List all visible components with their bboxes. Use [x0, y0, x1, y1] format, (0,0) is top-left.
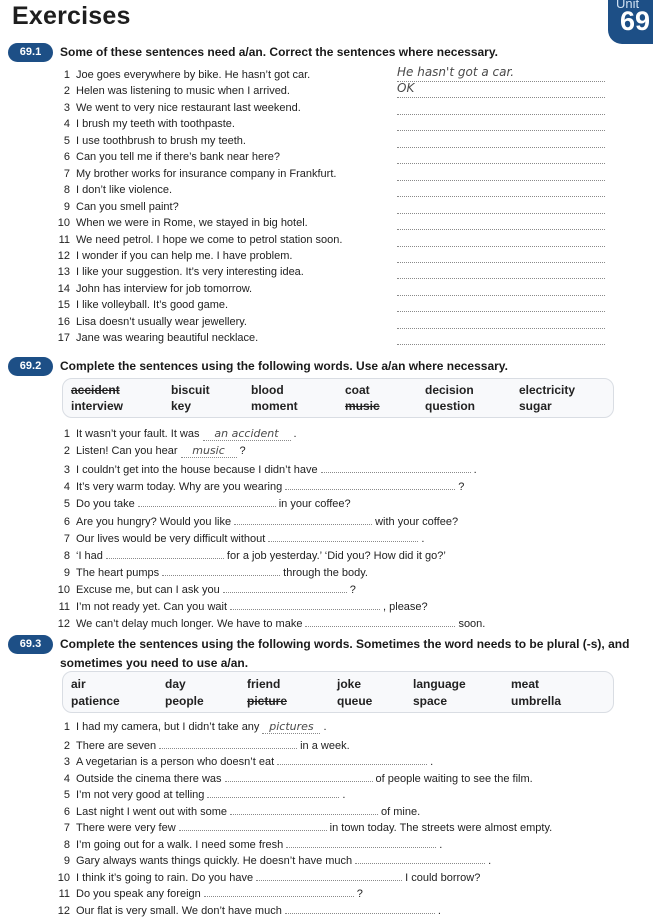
word-people: people [165, 694, 204, 708]
blank-field[interactable] [225, 769, 373, 782]
item-number: 6 [63, 151, 70, 164]
blank-field[interactable] [159, 736, 297, 749]
item-number: 6 [63, 805, 70, 818]
blank-field[interactable] [268, 529, 418, 542]
item-number: 5 [63, 789, 70, 801]
word-joke: joke [337, 677, 362, 691]
item-text-before: Do you speak any foreign [76, 888, 201, 900]
item-text-after: of mine. [381, 805, 421, 818]
answer-field[interactable] [397, 197, 605, 214]
blank-field[interactable] [138, 494, 276, 507]
item-text-before: I’m not very good at telling [76, 789, 205, 801]
item-text: I wonder if you can help me. I have problem. [76, 249, 293, 262]
exercise-item [56, 597, 428, 613]
item-number: 3 [63, 756, 70, 768]
exercise-item [56, 67, 310, 83]
exercise-item [56, 802, 420, 818]
item-text-before: Outside the cinema there was [76, 772, 222, 785]
item-text-after: I could borrow? [405, 871, 481, 884]
answer-field[interactable]: OK [397, 81, 605, 98]
item-text-before: I’m going out for a walk. I need some fresh [76, 838, 284, 851]
answer-field[interactable] [397, 213, 605, 230]
item-text-before: It wasn’t your fault. It was [76, 428, 200, 440]
answer-field[interactable] [397, 295, 605, 312]
item-text-before: Our lives would be very difficult without [76, 532, 266, 545]
exercise-item [56, 477, 464, 493]
item-number: 10 [57, 217, 70, 230]
exercise-item [56, 149, 280, 165]
exercise-item [56, 851, 491, 867]
answer-field[interactable] [397, 114, 605, 131]
exercise-item [56, 719, 327, 735]
item-text-before: Listen! Can you hear [76, 445, 178, 458]
item-number: 4 [63, 772, 70, 785]
exercise-item [56, 248, 292, 264]
exercise-item [56, 443, 246, 459]
blank-field[interactable] [223, 580, 347, 593]
blank-field[interactable] [204, 884, 354, 897]
item-text: My brother works for insurance company in Frankfurt. [76, 167, 337, 180]
exercise-badge-69-1: 69.1 [8, 43, 53, 62]
blank-field[interactable] [162, 563, 280, 576]
exercise-item [56, 166, 336, 182]
exercise-item [56, 614, 485, 630]
exercise-item [56, 752, 433, 768]
item-text: We went to very nice restaurant last weekend. [76, 101, 301, 114]
item-text-after: . [488, 855, 492, 867]
blank-field[interactable] [207, 785, 339, 798]
blank-field[interactable] [305, 614, 455, 627]
item-text: I don’t like violence. [76, 184, 172, 197]
exercise-item [56, 736, 350, 752]
exercise-item [56, 182, 172, 198]
word-patience: patience [71, 694, 120, 708]
item-number: 12 [57, 618, 70, 631]
word-air: air [71, 677, 86, 691]
item-text-after: . [437, 904, 441, 917]
word-box-69-2 [62, 378, 614, 418]
item-number: 3 [63, 464, 70, 477]
item-text-after: ? [239, 445, 246, 458]
item-number: 8 [63, 184, 70, 197]
answer-field[interactable] [397, 147, 605, 164]
item-number: 1 [63, 69, 70, 81]
item-text-after: soon. [458, 618, 486, 631]
item-number: 7 [63, 167, 70, 180]
item-text: I use toothbrush to brush my teeth. [76, 134, 246, 147]
item-text: John has interview for job tomorrow. [76, 282, 253, 295]
item-text-after: in town today. The streets were almost empty. [329, 822, 553, 834]
exercise-item [56, 785, 345, 801]
answer-field[interactable]: He hasn't got a car. [397, 65, 605, 82]
exercise-item [56, 264, 304, 280]
item-text-before: I had my camera, but I didn’t take any [76, 721, 260, 733]
item-text-after: . [323, 721, 327, 733]
exercise-item [56, 281, 252, 297]
answer-field[interactable] [397, 180, 605, 197]
item-number: 2 [63, 85, 70, 98]
item-text-after: . [293, 428, 297, 440]
word-picture: picture [247, 694, 288, 708]
word-key: key [171, 399, 192, 413]
item-text-after: with your coffee? [375, 515, 459, 528]
blank-field[interactable] [230, 597, 380, 610]
answer-field[interactable] [397, 164, 605, 181]
item-text-before: There are seven [76, 739, 157, 752]
word-umbrella: umbrella [511, 694, 562, 708]
item-text: Helen was listening to music when I arrived. [76, 85, 290, 98]
exercise-item [56, 232, 342, 248]
item-text-before: A vegetarian is a person who doesn’t eat [76, 756, 275, 768]
item-text-after: . [439, 838, 443, 851]
exercise-item [56, 314, 247, 330]
exercise-item [56, 215, 308, 231]
exercise-item [56, 769, 533, 785]
item-text-before: Last night I went out with some [76, 805, 228, 818]
item-number: 12 [57, 249, 70, 262]
exercise-item [56, 83, 290, 99]
item-number: 5 [63, 498, 70, 511]
exercise-instruction-69-2: Complete the sentences using the following words. Use a/an where necessary. [60, 359, 508, 373]
exercise-item [56, 426, 297, 442]
item-number: 11 [58, 601, 70, 613]
item-number: 4 [63, 118, 70, 131]
exercise-item [56, 580, 356, 596]
item-number: 14 [57, 282, 70, 295]
item-text-before: Excuse me, but can I ask you [76, 583, 220, 596]
answer-field[interactable] [397, 98, 605, 115]
item-text-before: We can’t delay much longer. We have to make [76, 618, 303, 631]
word-day: day [165, 677, 186, 691]
item-text-before: The heart pumps [76, 566, 160, 579]
item-number: 9 [63, 200, 70, 213]
item-text-before: ‘I had [76, 549, 103, 562]
exercise-item [56, 199, 179, 215]
blank-field[interactable] [179, 818, 327, 831]
blank-field[interactable]: music [181, 445, 237, 458]
item-text: Can you smell paint? [76, 200, 179, 213]
blank-field[interactable] [321, 460, 471, 473]
item-text-before: I couldn’t get into the house because I didn’t have [76, 464, 318, 477]
exercise-item [56, 100, 301, 116]
item-text-after: , please? [383, 601, 428, 613]
word-interview: interview [71, 399, 124, 413]
item-text-before: Are you hungry? Would you like [76, 515, 232, 528]
item-number: 1 [63, 721, 70, 733]
exercise-instruction-69-1: Some of these sentences need a/an. Correct the sentences where necessary. [60, 45, 498, 59]
item-text-after: . [421, 532, 425, 545]
word-question: question [425, 399, 475, 413]
word-space: space [413, 694, 448, 708]
exercise-item [56, 901, 441, 917]
item-number: 10 [57, 583, 70, 596]
item-number: 7 [63, 822, 70, 834]
answer-field[interactable] [397, 262, 605, 279]
item-number: 5 [63, 134, 70, 147]
item-number: 7 [63, 532, 70, 545]
blank-field[interactable]: an accident [203, 428, 291, 441]
exercise-item [56, 529, 424, 545]
item-text-after: ? [458, 481, 465, 494]
item-number: 16 [57, 315, 70, 328]
item-text-after: . [430, 756, 434, 768]
item-number: 3 [63, 101, 70, 114]
blank-field[interactable] [286, 835, 436, 848]
exercise-badge-69-2: 69.2 [8, 357, 53, 376]
blank-field[interactable] [355, 851, 485, 864]
blank-field[interactable] [277, 752, 427, 765]
item-text-before: It’s very warm today. Why are you wearing [76, 481, 283, 494]
blank-field[interactable] [106, 546, 224, 559]
item-text: When we were in Rome, we stayed in big hotel. [76, 217, 308, 230]
item-number: 13 [57, 266, 70, 279]
item-number: 8 [63, 549, 70, 562]
word-decision: decision [425, 383, 474, 397]
exercise-item [56, 546, 446, 562]
item-text-before: I think it’s going to rain. Do you have [76, 871, 254, 884]
word-electricity: electricity [519, 383, 576, 397]
item-text: Jane was wearing beautiful necklace. [76, 332, 259, 345]
item-text: We need petrol. I hope we come to petrol station soon. [76, 233, 343, 246]
exercise-item [56, 835, 442, 851]
item-text-after: in a week. [300, 739, 350, 752]
exercise-item [56, 512, 458, 528]
item-number: 1 [63, 428, 70, 440]
word-sugar: sugar [519, 399, 552, 413]
exercise-instruction-69-3: Complete the sentences using the following words. Sometimes the word needs to be plural (-s), and sometimes you need to use a/an. [60, 637, 630, 670]
word-music: music [345, 399, 380, 413]
item-text-after: for a job yesterday.’ ‘Did you? How did it go?’ [226, 549, 446, 562]
word-moment: moment [251, 399, 298, 413]
item-number: 9 [63, 566, 70, 579]
item-text: I like your suggestion. It’s very interesting idea. [76, 266, 304, 279]
blank-field[interactable] [285, 901, 435, 914]
answer-field[interactable] [397, 230, 605, 247]
answer-field[interactable] [397, 328, 605, 345]
exercise-item [56, 884, 363, 900]
item-number: 9 [63, 855, 70, 867]
item-text: Lisa doesn’t usually wear jewellery. [76, 315, 247, 328]
word-coat: coat [345, 383, 370, 397]
word-box-69-3 [62, 671, 614, 713]
answer-field[interactable] [397, 312, 605, 329]
blank-field[interactable] [230, 802, 378, 815]
item-number: 11 [58, 233, 70, 246]
exercise-item [56, 116, 235, 132]
exercise-item [56, 563, 368, 579]
item-text-after: through the body. [283, 566, 368, 579]
exercise-item [56, 330, 258, 346]
word-friend: friend [247, 677, 281, 691]
answer-field[interactable] [397, 246, 605, 263]
answer-field[interactable] [397, 131, 605, 148]
item-text-after: in your coffee? [278, 498, 351, 511]
item-number: 2 [63, 739, 70, 752]
item-text: Joe goes everywhere by bike. He hasn’t got car. [76, 69, 311, 81]
exercise-item [56, 494, 351, 510]
word-language: language [413, 677, 466, 691]
item-text-after: . [342, 789, 346, 801]
item-text-before: Our flat is very small. We don’t have much [76, 904, 282, 917]
item-text: I brush my teeth with toothpaste. [76, 118, 235, 131]
blank-field[interactable] [256, 868, 402, 881]
item-number: 8 [63, 838, 70, 851]
item-number: 15 [57, 299, 70, 312]
item-number: 12 [57, 904, 70, 917]
item-text-before: Gary always wants things quickly. He doesn’t have much [76, 855, 353, 867]
item-number: 10 [57, 871, 70, 884]
exercise-item [56, 297, 228, 313]
blank-field[interactable] [234, 512, 372, 525]
item-number: 6 [63, 515, 70, 528]
exercise-item [56, 868, 480, 884]
exercise-item [56, 818, 552, 834]
exercise-item [56, 133, 246, 149]
item-text: I like volleyball. It’s good game. [76, 299, 229, 312]
word-queue: queue [337, 694, 373, 708]
unit-tab [608, 0, 653, 44]
item-text-after: ? [356, 888, 363, 900]
exercise-item [56, 460, 477, 476]
word-meat: meat [511, 677, 540, 691]
unit-label: Unit [616, 0, 640, 11]
blank-field[interactable]: pictures [262, 721, 320, 734]
word-accident: accident [71, 383, 120, 397]
item-number: 17 [57, 332, 70, 345]
item-text-after: . [473, 464, 477, 477]
item-text-before: I’m not ready yet. Can you wait [76, 601, 228, 613]
blank-field[interactable] [285, 477, 455, 490]
exercise-badge-69-3: 69.3 [8, 635, 53, 654]
word-blood: blood [251, 383, 284, 397]
item-text: Can you tell me if there’s bank near here? [76, 151, 281, 164]
answer-field[interactable] [397, 279, 605, 296]
item-number: 4 [63, 481, 70, 494]
page-title: Exercises [12, 2, 131, 30]
item-text-after: ? [349, 583, 356, 596]
item-text-before: There were very few [76, 822, 176, 834]
item-number: 2 [63, 445, 70, 458]
item-text-after: of people waiting to see the film. [375, 772, 533, 785]
unit-number: 69 [620, 6, 651, 36]
item-number: 11 [58, 888, 70, 900]
word-biscuit: biscuit [171, 383, 210, 397]
item-text-before: Do you take [76, 498, 135, 511]
